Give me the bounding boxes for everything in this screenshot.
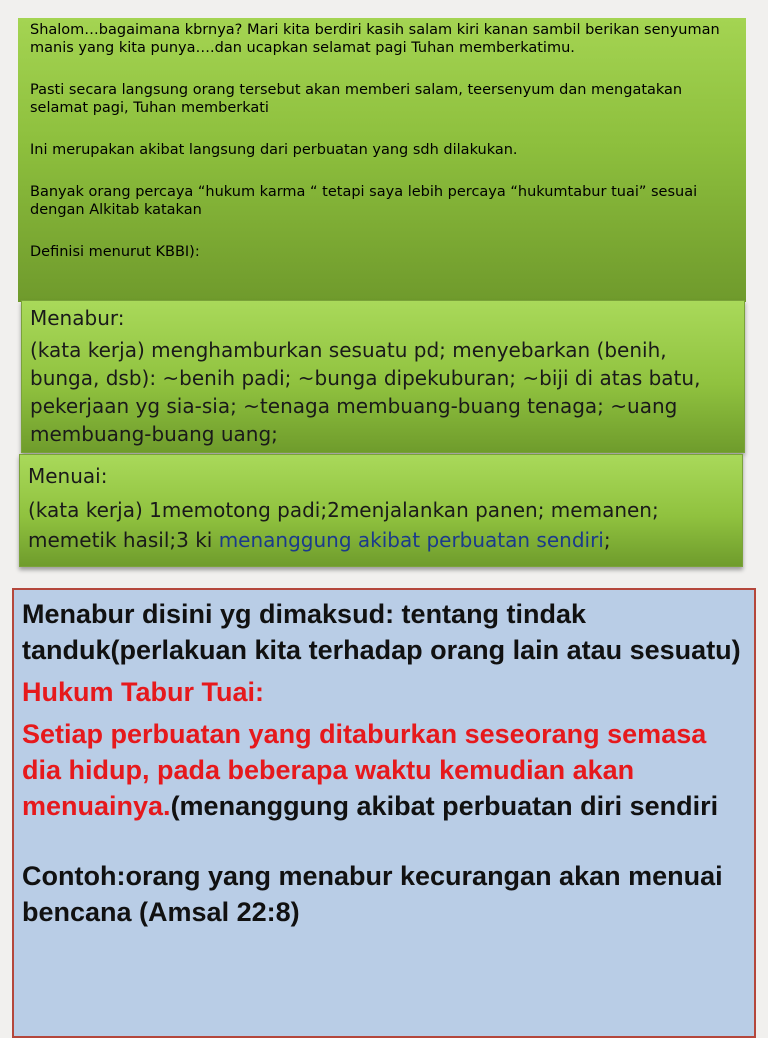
menabur-body: (kata kerja) menghamburkan sesuatu pd; menyebarkan (benih, bunga, dsb): ~benih padi; ~bunga dipekuburan; ~biji di atas batu, pekerjaan yg sia-sia; ~tenaga membuang-buang tenaga; ~uang membuang-buang uang;	[30, 338, 701, 446]
law-statement	[22, 716, 746, 824]
law-title: Hukum Tabur Tuai:	[22, 677, 264, 707]
menuai-body	[28, 495, 734, 555]
intro-paragraph-1: Shalom…bagaimana kbrnya? Mari kita berdiri kasih salam kiri kanan sambil berikan senyuman manis yang kita punya….dan ucapkan selamat pagi Tuhan memberkatimu.	[30, 22, 720, 56]
menuai-heading: Menuai:	[28, 464, 108, 488]
menabur-heading: Menabur:	[30, 306, 125, 330]
menuai-body-start: (kata kerja) 1memotong padi;2menjalankan panen; memanen; memetik hasil;3 ki	[28, 498, 659, 552]
intro-box	[18, 18, 746, 302]
menuai-definition-box	[19, 454, 743, 567]
law-statement-red: Setiap perbuatan yang ditaburkan seseorang semasa dia hidup, pada beberapa waktu kemudian akan menuainya.	[22, 719, 707, 821]
intro-paragraph-4: Banyak orang percaya “hukum karma “ tetapi saya lebih percaya “hukumtabur tuai” sesuai dengan Alkitab katakan	[30, 184, 698, 218]
menuai-body-end: ;	[603, 528, 611, 552]
intro-paragraph-3: Ini merupakan akibat langsung dari perbuatan yang sdh dilakukan.	[30, 142, 518, 158]
law-statement-black: (menanggung akibat perbuatan diri sendiri	[170, 791, 719, 821]
menabur-definition-box	[21, 300, 745, 453]
menuai-body-highlight: menanggung akibat perbuatan sendiri	[218, 528, 604, 552]
intro-paragraph-2: Pasti secara langsung orang tersebut akan memberi salam, teersenyum dan mengatakan selamat pagi, Tuhan memberkati	[30, 82, 683, 116]
menabur-explanation: Menabur disini yg dimaksud: tentang tindak tanduk(perlakuan kita terhadap orang lain atau sesuatu)	[22, 599, 741, 665]
intro-paragraph-5: Definisi menurut KBBI):	[30, 244, 200, 260]
explanation-box	[12, 588, 756, 1038]
example-text: Contoh:orang yang menabur kecurangan akan menuai bencana (Amsal 22:8)	[22, 861, 723, 927]
